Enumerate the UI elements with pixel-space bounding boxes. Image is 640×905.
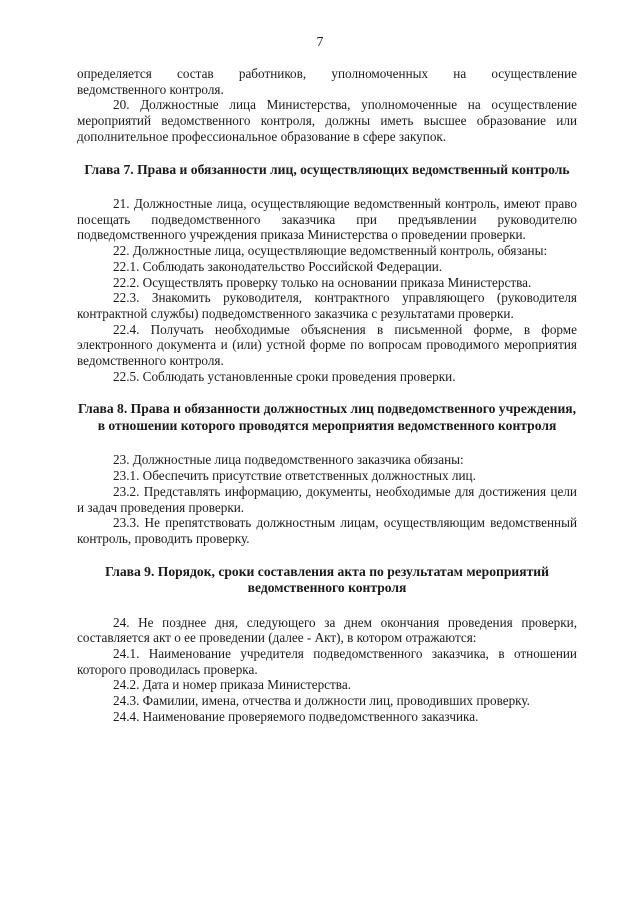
paragraph: ведомственного контроля. <box>77 81 224 97</box>
paragraph: 22.3. Знакомить руководителя, контрактного управляющего (руководителя контрактной службы) подведомственного заказчика с результатами проверки. <box>77 290 577 321</box>
paragraph: 22.1. Соблюдать законодательство Российской Федерации. <box>113 258 443 274</box>
paragraph: 22.5. Соблюдать установленные сроки проведения проверки. <box>113 368 456 384</box>
spacer <box>77 597 577 615</box>
spacer <box>77 384 577 401</box>
chapter-heading: Глава 9. Порядок, сроки составления акта по результатам мероприятий ведомственного контроля <box>105 563 549 596</box>
chapter-heading: Глава 7. Права и обязанности лиц, осуществляющих ведомственный контроль <box>84 161 570 177</box>
paragraph: 20. Должностные лица Министерства, уполномоченные на осуществление мероприятий ведомственного контроля, должны иметь высшее образование или дополнительное профессиональное образование в сфере закупок. <box>77 97 577 144</box>
spacer <box>77 145 577 162</box>
document-body <box>77 66 577 725</box>
paragraph: 24.1. Наименование учредителя подведомственного заказчика, в отношении которого проводилась проверка. <box>77 646 577 677</box>
chapter-heading: Глава 8. Права и обязанности должностных лиц подведомственного учреждения, в отношении которого проводятся мероприятия ведомственного контроля <box>77 401 577 433</box>
paragraph: 23.3. Не препятствовать должностным лицам, осуществляющим ведомственный контроль, проводить проверку. <box>77 515 577 546</box>
paragraph: 23.1. Обеспечить присутствие ответственных должностных лиц. <box>113 468 476 484</box>
paragraph: 22. Должностные лица, осуществляющие ведомственный контроль, обязаны: <box>113 243 548 259</box>
paragraph: 24.3. Фамилии, имена, отчества и должности лиц, проводивших проверку. <box>113 693 530 709</box>
paragraph: 23. Должностные лица подведомственного заказчика обязаны: <box>113 452 464 468</box>
paragraph: 21. Должностные лица, осуществляющие ведомственный контроль, имеют право посещать подведомственного заказчика при предъявлении руководителю подведомственного учреждения приказа Министерства о проведении проверки. <box>77 196 577 243</box>
paragraph: 22.4. Получать необходимые объяснения в письменной форме, в форме электронного документа и (или) устной форме по вопросам проводимого мероприятия ведомственного контроля. <box>77 321 577 369</box>
paragraph: 22.2. Осуществлять проверку только на основании приказа Министерства. <box>113 274 532 290</box>
paragraph: 23.2. Представлять информацию, документы, необходимые для достижения цели и задач проведения проверки. <box>77 483 577 515</box>
paragraph: 24.2. Дата и номер приказа Министерства. <box>113 677 352 693</box>
paragraph: определяется состав работников, уполномоченных на осуществление <box>77 66 577 81</box>
spacer <box>77 178 577 196</box>
spacer <box>77 547 577 564</box>
spacer <box>77 434 577 452</box>
paragraph: 24. Не позднее дня, следующего за днем окончания проведения проверки, составляется акт о ее проведении (далее - Акт), в котором отражаются: <box>77 614 577 646</box>
paragraph: 24.4. Наименование проверяемого подведомственного заказчика. <box>113 708 479 724</box>
page-number: 7 <box>316 34 324 49</box>
